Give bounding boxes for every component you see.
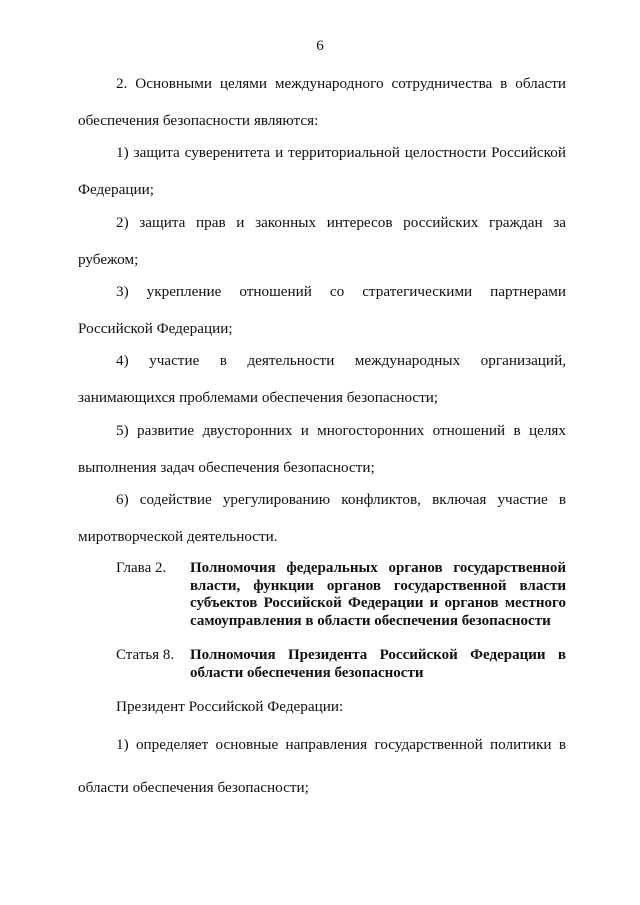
chapter-label: Глава 2. bbox=[116, 560, 167, 576]
list-item-6 bbox=[78, 481, 566, 555]
list-item-4 bbox=[78, 342, 566, 416]
article-label: Статья 8. bbox=[116, 647, 175, 663]
list-item-first-line: 5) развитие двусторонних и многосторонних отношений в целях bbox=[116, 422, 566, 439]
president-power-1 bbox=[78, 726, 566, 806]
page-number: 6 bbox=[316, 38, 324, 54]
list-item-5 bbox=[78, 412, 566, 486]
list-item-first-line: 4) участие в деятельности международных организаций, bbox=[116, 352, 566, 369]
paragraph-goals-intro bbox=[78, 65, 566, 139]
paragraph-first-line: 1) определяет основные направления государственной политики в bbox=[116, 736, 566, 753]
list-item-continuation: Федерации; bbox=[78, 181, 154, 198]
article-title: Полномочия Президента Российской Федерации в области обеспечения безопасности bbox=[190, 647, 566, 681]
president-intro: Президент Российской Федерации: bbox=[116, 698, 344, 715]
list-item-continuation: выполнения задач обеспечения безопасности; bbox=[78, 459, 375, 476]
list-item-continuation: занимающихся проблемами обеспечения безопасности; bbox=[78, 389, 439, 406]
list-item-first-line: 3) укрепление отношений со стратегическими партнерами bbox=[116, 283, 566, 300]
list-item-3 bbox=[78, 273, 566, 347]
list-item-first-line: 6) содействие урегулированию конфликтов, включая участие в bbox=[116, 491, 566, 508]
list-item-2 bbox=[78, 204, 566, 278]
list-item-first-line: 1) защита суверенитета и территориальной целостности Российской bbox=[116, 144, 566, 161]
paragraph-continuation: обеспечения безопасности являются: bbox=[78, 112, 319, 129]
chapter-heading bbox=[116, 560, 566, 630]
list-item-1 bbox=[78, 134, 566, 208]
list-item-continuation: рубежом; bbox=[78, 251, 139, 268]
paragraph-first-line: 2. Основными целями международного сотрудничества в области bbox=[116, 75, 566, 92]
list-item-continuation: миротворческой деятельности. bbox=[78, 528, 278, 545]
article-heading bbox=[116, 647, 566, 682]
list-item-continuation: Российской Федерации; bbox=[78, 320, 233, 337]
chapter-title: Полномочия федеральных органов государственной власти, функции органов государственной власти субъектов Российской Федерации и органов местного самоуправления в области обеспечения безопасности bbox=[190, 560, 566, 629]
paragraph-continuation: области обеспечения безопасности; bbox=[78, 779, 309, 796]
list-item-first-line: 2) защита прав и законных интересов российских граждан за bbox=[116, 214, 566, 231]
